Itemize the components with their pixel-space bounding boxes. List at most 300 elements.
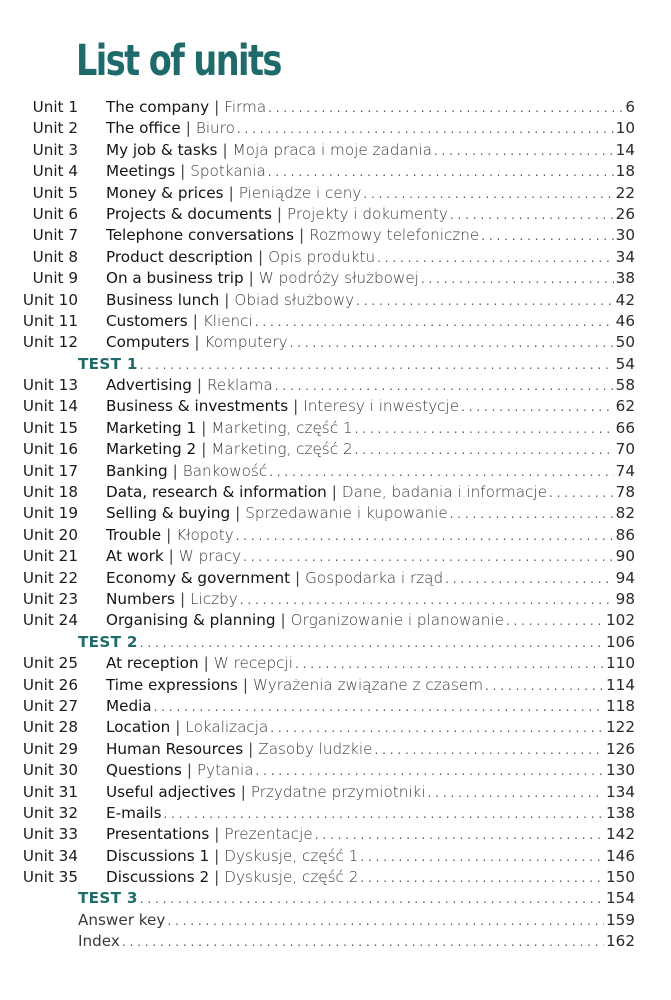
dot-leader <box>167 911 604 932</box>
unit-title-polish: Kłopoty <box>176 525 234 544</box>
toc-entry <box>106 183 635 205</box>
dot-leader <box>421 269 614 290</box>
unit-title-english: Questions <box>106 761 182 780</box>
unit-number: Unit 9 <box>32 269 78 288</box>
page-number: 22 <box>615 183 635 202</box>
dot-leader <box>295 654 604 675</box>
toc-row-unit <box>0 118 671 139</box>
toc-row-unit <box>0 824 671 845</box>
title-separator: | <box>257 247 264 266</box>
unit-number: Unit 32 <box>22 803 78 822</box>
toc-row-unit <box>0 760 671 781</box>
toc-entry <box>106 247 635 269</box>
toc-entry <box>106 290 635 312</box>
page-number: 122 <box>606 718 635 737</box>
unit-title-english: Discussions 1 <box>106 846 210 865</box>
dot-leader <box>363 184 613 205</box>
page-number: 126 <box>606 739 635 758</box>
title-separator: | <box>248 739 254 758</box>
toc-row-test <box>0 888 671 909</box>
toc-entry <box>106 118 635 140</box>
page-number: 102 <box>606 611 635 630</box>
unit-title-polish: Dane, badania i informacje <box>341 483 547 502</box>
table-of-contents <box>0 97 671 953</box>
page-number: 94 <box>615 568 635 587</box>
unit-title-english: Advertising <box>106 376 192 395</box>
page-number: 86 <box>615 525 635 544</box>
page-number: 78 <box>615 483 635 502</box>
unit-title-polish: Klienci <box>202 311 253 330</box>
unit-title-english: Media <box>106 696 152 715</box>
page-number: 10 <box>615 119 635 138</box>
page-number: 46 <box>615 311 635 330</box>
unit-title-polish: Pieniądze i ceny <box>238 183 362 202</box>
page-number: 66 <box>615 418 635 437</box>
title-separator: | <box>214 868 220 887</box>
toc-entry <box>106 503 635 525</box>
page-number: 154 <box>606 889 635 908</box>
toc-entry <box>78 354 635 376</box>
toc-entry <box>78 910 635 932</box>
section-label: Answer key <box>78 910 166 929</box>
unit-number: Unit 19 <box>22 504 78 523</box>
toc-row-unit <box>0 803 671 824</box>
unit-number: Unit 13 <box>22 376 78 395</box>
unit-number: Unit 11 <box>22 311 78 330</box>
toc-row-unit <box>0 439 671 460</box>
dot-leader <box>355 419 614 440</box>
unit-title-polish: Wyrażenia związane z czasem <box>252 675 484 694</box>
toc-entry <box>106 803 635 825</box>
title-separator: | <box>185 119 191 138</box>
dot-leader <box>243 547 614 568</box>
unit-number: Unit 34 <box>22 846 78 865</box>
toc-row-unit <box>0 782 671 803</box>
title-separator: | <box>214 846 220 865</box>
title-separator: | <box>331 483 337 502</box>
toc-row-unit <box>0 247 671 268</box>
title-separator: | <box>242 675 248 694</box>
unit-title-polish: Sprzedawanie i kupowanie <box>245 504 448 523</box>
page-number: 6 <box>625 98 635 116</box>
toc-entry <box>106 461 635 483</box>
unit-title-english: Useful adjectives <box>106 782 236 801</box>
unit-title-english: At work <box>106 547 164 566</box>
unit-number: Unit 24 <box>22 611 78 630</box>
unit-title-polish: Dyskusje, część 1 <box>224 846 359 865</box>
dot-leader <box>269 462 614 483</box>
dot-leader <box>485 676 604 697</box>
title-separator: | <box>201 440 207 459</box>
unit-number: Unit 4 <box>32 162 78 181</box>
title-separator: | <box>248 269 254 288</box>
title-separator: | <box>192 311 198 330</box>
page-number: 54 <box>615 354 635 373</box>
page-number: 26 <box>615 204 635 223</box>
toc-entry <box>106 140 635 162</box>
toc-entry <box>106 332 635 354</box>
toc-entry <box>106 482 635 504</box>
page-number: 110 <box>606 654 635 673</box>
unit-title-english: The office <box>106 119 181 138</box>
page-number: 74 <box>615 461 635 480</box>
unit-number: Unit 10 <box>22 290 78 309</box>
dot-leader <box>355 440 614 461</box>
toc-row-unit <box>0 675 671 696</box>
title-separator: | <box>201 418 207 437</box>
title-separator: | <box>224 290 230 309</box>
dot-leader <box>270 718 604 739</box>
unit-title-polish: Marketing, część 2 <box>211 440 353 459</box>
toc-entry <box>106 439 635 461</box>
unit-number: Unit 8 <box>32 247 78 266</box>
page-number: 134 <box>606 782 635 801</box>
dot-leader <box>428 783 604 804</box>
toc-row-unit <box>0 503 671 524</box>
page-title: List of units <box>76 36 281 86</box>
toc-row-unit <box>0 589 671 610</box>
toc-row-unit <box>0 311 671 332</box>
dot-leader <box>434 141 614 162</box>
toc-row-unit <box>0 161 671 182</box>
unit-title-english: Business lunch <box>106 290 220 309</box>
unit-number: Unit 6 <box>32 204 78 223</box>
toc-entry <box>78 632 635 654</box>
unit-title-polish: Zasoby ludzkie <box>258 739 373 758</box>
toc-entry <box>106 589 635 611</box>
test-label: TEST 2 <box>78 632 138 651</box>
unit-number: Unit 26 <box>22 675 78 694</box>
unit-title-polish: Firma <box>224 98 267 116</box>
unit-number: Unit 7 <box>32 226 78 245</box>
unit-title-english: Meetings <box>106 162 176 181</box>
title-separator: | <box>293 397 299 416</box>
toc-entry <box>106 161 635 183</box>
title-separator: | <box>194 333 200 352</box>
unit-title-english: Organising & planning <box>106 611 276 630</box>
dot-leader <box>450 205 614 226</box>
unit-number: Unit 5 <box>32 183 78 202</box>
unit-title-english: Banking <box>106 461 168 480</box>
unit-title-polish: Marketing, część 1 <box>211 418 353 437</box>
title-separator: | <box>295 568 301 587</box>
unit-title-polish: Gospodarka i rząd <box>305 568 444 587</box>
toc-entry <box>106 824 635 846</box>
page-number: 62 <box>615 397 635 416</box>
toc-row-unit <box>0 225 671 246</box>
unit-number: Unit 28 <box>22 718 78 737</box>
page-number: 42 <box>615 290 635 309</box>
dot-leader <box>255 312 614 333</box>
page-number: 98 <box>615 589 635 608</box>
toc-row-unit <box>0 846 671 867</box>
page-number: 162 <box>606 932 635 951</box>
page-number: 118 <box>606 696 635 715</box>
title-separator: | <box>196 376 203 395</box>
toc-row-unit <box>0 375 671 396</box>
title-separator: | <box>276 204 283 223</box>
dot-leader <box>360 868 604 889</box>
unit-number: Unit 31 <box>22 782 78 801</box>
toc-row-extra <box>0 931 671 952</box>
unit-title-english: My job & tasks <box>106 140 218 159</box>
unit-title-polish: Interesy i inwestycje <box>303 397 460 416</box>
unit-title-polish: Liczby <box>190 589 238 608</box>
unit-number: Unit 35 <box>22 868 78 887</box>
unit-title-english: Marketing 2 <box>106 440 197 459</box>
title-separator: | <box>172 461 178 480</box>
toc-entry <box>106 739 635 761</box>
toc-entry <box>106 610 635 632</box>
toc-row-unit <box>0 525 671 546</box>
page-number: 90 <box>615 547 635 566</box>
toc-entry <box>106 268 635 290</box>
unit-title-polish: Projekty i dokumenty <box>287 204 448 223</box>
title-separator: | <box>168 547 174 566</box>
unit-title-english: E-mails <box>106 803 162 822</box>
unit-title-english: Presentations <box>106 825 210 844</box>
title-separator: | <box>179 589 186 608</box>
title-separator: | <box>203 654 209 673</box>
unit-title-polish: Obiad służbowy <box>234 290 355 309</box>
unit-number: Unit 16 <box>22 440 78 459</box>
dot-leader <box>236 526 614 547</box>
toc-entry <box>106 396 635 418</box>
dot-leader <box>256 761 604 782</box>
toc-row-unit <box>0 739 671 760</box>
dot-leader <box>268 98 623 119</box>
unit-title-polish: Lokalizacja <box>185 718 269 737</box>
toc-row-unit <box>0 183 671 204</box>
toc-entry <box>106 760 635 782</box>
dot-leader <box>506 611 604 632</box>
dot-leader <box>268 162 614 183</box>
toc-row-unit <box>0 97 671 118</box>
title-separator: | <box>235 504 241 523</box>
unit-title-polish: Pytania <box>196 761 254 780</box>
unit-title-english: Discussions 2 <box>106 868 210 887</box>
unit-title-english: Computers <box>106 333 190 352</box>
unit-number: Unit 33 <box>22 825 78 844</box>
toc-row-unit <box>0 867 671 888</box>
toc-entry <box>106 225 635 247</box>
page-number: 70 <box>615 440 635 459</box>
toc-entry <box>106 311 635 333</box>
title-separator: | <box>228 183 234 202</box>
dot-leader <box>140 889 604 910</box>
title-separator: | <box>180 162 186 181</box>
unit-number: Unit 17 <box>22 461 78 480</box>
unit-title-english: Trouble <box>106 525 162 544</box>
dot-leader <box>450 504 614 525</box>
test-label: TEST 1 <box>78 354 138 373</box>
toc-row-unit <box>0 396 671 417</box>
unit-title-english: Data, research & information <box>106 483 327 502</box>
dot-leader <box>481 226 613 247</box>
toc-row-unit <box>0 290 671 311</box>
toc-row-unit <box>0 696 671 717</box>
unit-title-english: Marketing 1 <box>106 418 197 437</box>
unit-title-polish: Biuro <box>195 119 235 138</box>
dot-leader <box>356 291 614 312</box>
unit-number: Unit 14 <box>22 397 78 416</box>
page-number: 146 <box>606 846 635 865</box>
dot-leader <box>140 355 614 376</box>
unit-title-polish: Dyskusje, część 2 <box>224 868 359 887</box>
toc-entry <box>106 568 635 590</box>
dot-leader <box>164 804 604 825</box>
page-number: 30 <box>615 226 635 245</box>
page-number: 50 <box>615 333 635 352</box>
unit-title-polish: Bankowość <box>182 461 268 480</box>
title-separator: | <box>186 761 192 780</box>
toc-row-unit <box>0 717 671 738</box>
toc-entry <box>106 696 635 718</box>
unit-number: Unit 3 <box>32 140 78 159</box>
unit-number: Unit 1 <box>32 98 78 116</box>
toc-entry <box>106 375 635 397</box>
dot-leader <box>290 333 614 354</box>
page-number: 82 <box>615 504 635 523</box>
section-label: Index <box>78 932 120 951</box>
toc-entry <box>78 931 635 953</box>
unit-title-polish: W podróży służbowej <box>258 269 419 288</box>
unit-title-polish: Prezentacje <box>224 825 313 844</box>
unit-number: Unit 12 <box>22 333 78 352</box>
toc-row-test <box>0 354 671 375</box>
page-number: 150 <box>606 868 635 887</box>
unit-title-english: At reception <box>106 654 199 673</box>
unit-number: Unit 23 <box>22 589 78 608</box>
unit-title-english: Numbers <box>106 589 175 608</box>
toc-entry <box>106 418 635 440</box>
toc-row-unit <box>0 418 671 439</box>
unit-title-polish: Organizowanie i planowanie <box>290 611 504 630</box>
dot-leader <box>461 397 614 418</box>
title-separator: | <box>175 718 181 737</box>
title-separator: | <box>222 140 228 159</box>
unit-title-polish: Moja praca i moje zadania <box>232 140 432 159</box>
toc-entry <box>106 546 635 568</box>
unit-title-polish: Rozmowy telefoniczne <box>309 226 480 245</box>
dot-leader <box>140 633 604 654</box>
unit-title-english: Selling & buying <box>106 504 231 523</box>
unit-title-english: Projects & documents <box>106 204 272 223</box>
toc-row-unit <box>0 653 671 674</box>
unit-number: Unit 15 <box>22 418 78 437</box>
dot-leader <box>275 376 614 397</box>
toc-row-unit <box>0 568 671 589</box>
toc-row-unit <box>0 204 671 225</box>
unit-title-english: Economy & government <box>106 568 291 587</box>
unit-number: Unit 2 <box>32 119 78 138</box>
toc-entry <box>106 867 635 889</box>
toc-entry <box>106 782 635 804</box>
page-number: 159 <box>606 910 635 929</box>
unit-number: Unit 29 <box>22 739 78 758</box>
unit-title-polish: Komputery <box>204 333 288 352</box>
page-number: 138 <box>606 803 635 822</box>
toc-entry <box>106 97 635 119</box>
page-number: 14 <box>615 140 635 159</box>
title-separator: | <box>299 226 305 245</box>
dot-leader <box>377 248 614 269</box>
toc-row-unit <box>0 332 671 353</box>
toc-entry <box>106 653 635 675</box>
toc-row-unit <box>0 268 671 289</box>
page-number: 130 <box>606 761 635 780</box>
dot-leader <box>360 847 604 868</box>
unit-number: Unit 30 <box>22 761 78 780</box>
unit-number: Unit 25 <box>22 654 78 673</box>
unit-title-english: Telephone conversations <box>106 226 295 245</box>
page-number: 18 <box>615 162 635 181</box>
test-label: TEST 3 <box>78 889 138 908</box>
toc-row-unit <box>0 610 671 631</box>
title-separator: | <box>280 611 286 630</box>
unit-title-english: Business & investments <box>106 397 289 416</box>
page-number: 58 <box>615 376 635 395</box>
dot-leader <box>122 932 604 953</box>
unit-title-polish: Przydatne przymiotniki <box>250 782 426 801</box>
dot-leader <box>237 119 614 140</box>
unit-title-english: Money & prices <box>106 183 224 202</box>
toc-entry <box>106 846 635 868</box>
unit-number: Unit 21 <box>22 547 78 566</box>
toc-entry <box>106 204 635 226</box>
dot-leader <box>549 483 614 504</box>
toc-row-unit <box>0 546 671 567</box>
page-number: 106 <box>606 632 635 651</box>
unit-title-polish: Reklama <box>207 376 273 395</box>
unit-title-english: Human Resources <box>106 739 244 758</box>
toc-row-test <box>0 632 671 653</box>
unit-title-polish: Spotkania <box>190 162 266 181</box>
dot-leader <box>240 590 614 611</box>
unit-title-polish: Opis produktu <box>268 247 376 266</box>
dot-leader <box>375 740 605 761</box>
toc-row-extra <box>0 910 671 931</box>
title-separator: | <box>240 782 246 801</box>
toc-entry <box>106 717 635 739</box>
page-number: 38 <box>615 269 635 288</box>
page-number: 34 <box>615 247 635 266</box>
unit-title-polish: W recepcji <box>213 654 293 673</box>
unit-title-english: Product description <box>106 247 253 266</box>
dot-leader <box>154 697 604 718</box>
toc-entry <box>106 675 635 697</box>
unit-title-english: Location <box>106 718 171 737</box>
unit-title-english: The company <box>106 98 210 116</box>
toc-entry <box>78 888 635 910</box>
toc-entry <box>106 525 635 547</box>
unit-title-english: Customers <box>106 311 188 330</box>
unit-title-english: Time expressions <box>106 675 238 694</box>
unit-number: Unit 18 <box>22 483 78 502</box>
unit-title-english: On a business trip <box>106 269 244 288</box>
dot-leader <box>445 569 614 590</box>
title-separator: | <box>166 525 172 544</box>
unit-number: Unit 27 <box>22 696 78 715</box>
page-number: 114 <box>606 675 635 694</box>
toc-row-unit <box>0 140 671 161</box>
page-number: 142 <box>606 825 635 844</box>
title-separator: | <box>214 98 220 116</box>
toc-row-unit <box>0 482 671 503</box>
dot-leader <box>315 825 604 846</box>
title-separator: | <box>214 825 220 844</box>
toc-row-unit <box>0 461 671 482</box>
